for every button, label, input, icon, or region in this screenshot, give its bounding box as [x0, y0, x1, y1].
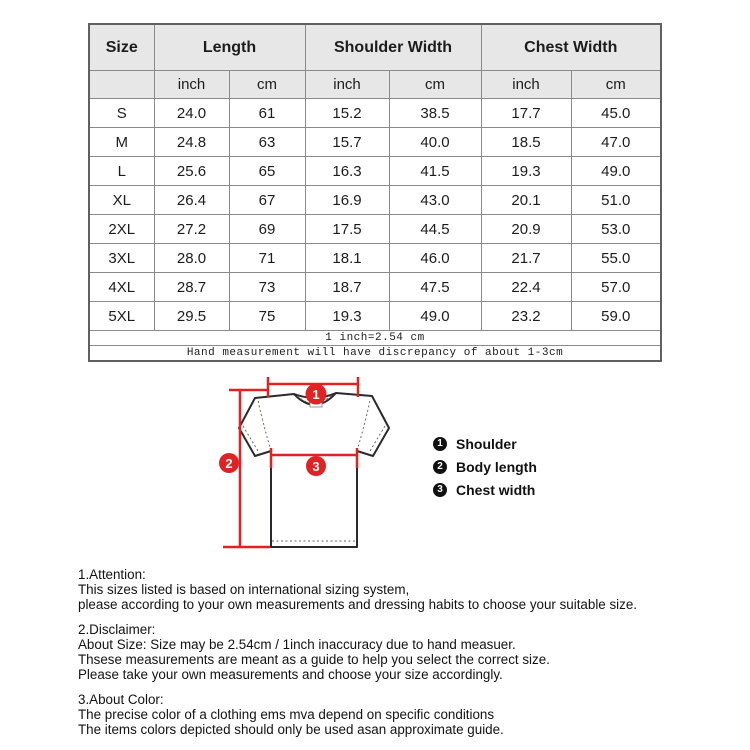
- col-header-length: Length: [154, 24, 305, 71]
- table-header-row: [89, 24, 661, 71]
- table-row-2xl: [89, 215, 661, 244]
- cell: 75: [229, 302, 305, 331]
- cell: 65: [229, 157, 305, 186]
- cell: 15.7: [305, 128, 389, 157]
- cell: 26.4: [154, 186, 229, 215]
- cell: 51.0: [571, 186, 661, 215]
- section-line: Thsese measurements are meant as a guide to help you select the correct size.: [78, 652, 550, 667]
- cell: 21.7: [481, 244, 571, 273]
- cell: 69: [229, 215, 305, 244]
- svg-text:3: 3: [312, 459, 320, 474]
- cell: 73: [229, 273, 305, 302]
- cell: 38.5: [389, 99, 481, 128]
- cell: 27.2: [154, 215, 229, 244]
- attention-section: [78, 567, 688, 612]
- circled-number-icon: 1: [433, 437, 447, 451]
- col-header-chest-width: Chest Width: [481, 24, 661, 71]
- cell: 59.0: [571, 302, 661, 331]
- cell: 18.1: [305, 244, 389, 273]
- size-label: 3XL: [89, 244, 154, 273]
- cell: 43.0: [389, 186, 481, 215]
- cell: 28.7: [154, 273, 229, 302]
- table-note-row-inch: [89, 331, 661, 346]
- cell: 25.6: [154, 157, 229, 186]
- section-line: Please take your own measurements and choose your size accordingly.: [78, 667, 503, 682]
- cell: 19.3: [305, 302, 389, 331]
- section-line: This sizes listed is based on international sizing system,: [78, 582, 410, 597]
- cell: 44.5: [389, 215, 481, 244]
- cell: 55.0: [571, 244, 661, 273]
- cell: 19.3: [481, 157, 571, 186]
- size-label: L: [89, 157, 154, 186]
- table-row-4xl: [89, 273, 661, 302]
- cell: 49.0: [571, 157, 661, 186]
- table-note-row-measurement: [89, 346, 661, 362]
- section-heading: 1.Attention:: [78, 567, 146, 582]
- cell: 24.0: [154, 99, 229, 128]
- table-row-xl: [89, 186, 661, 215]
- cell: 40.0: [389, 128, 481, 157]
- cell: 20.1: [481, 186, 571, 215]
- unit-header: cm: [571, 71, 661, 99]
- legend-label: Chest width: [456, 481, 536, 498]
- circled-number-icon: 2: [433, 460, 447, 474]
- legend-item-chest-width: [433, 482, 537, 497]
- unit-header: inch: [154, 71, 229, 99]
- unit-header: inch: [305, 71, 389, 99]
- cell: 47.5: [389, 273, 481, 302]
- section-line: please according to your own measurements and dressing habits to choose your suitable size.: [78, 597, 638, 612]
- unit-header: inch: [481, 71, 571, 99]
- section-line: The items colors depicted should only be used asan approximate guide.: [78, 722, 504, 737]
- cell: 15.2: [305, 99, 389, 128]
- cell: 18.7: [305, 273, 389, 302]
- cell: 47.0: [571, 128, 661, 157]
- hand-measurement-note: Hand measurement will have discrepancy of about 1-3cm: [89, 346, 661, 362]
- cell: 22.4: [481, 273, 571, 302]
- size-label: 4XL: [89, 273, 154, 302]
- disclaimer-section: [78, 622, 688, 682]
- size-chart-table: [88, 23, 662, 362]
- legend-label: Body length: [456, 458, 537, 475]
- tshirt-measurement-diagram: [200, 365, 420, 560]
- cell: 16.9: [305, 186, 389, 215]
- measurement-legend: [433, 436, 537, 505]
- cell: 53.0: [571, 215, 661, 244]
- size-label: 2XL: [89, 215, 154, 244]
- chest-marker-badge: [306, 456, 326, 476]
- cell: 17.5: [305, 215, 389, 244]
- table-row-s: [89, 99, 661, 128]
- section-line: About Size: Size may be 2.54cm / 1inch inaccuracy due to hand measuer.: [78, 637, 516, 652]
- size-label: S: [89, 99, 154, 128]
- size-label: M: [89, 128, 154, 157]
- size-label: 5XL: [89, 302, 154, 331]
- cell: 45.0: [571, 99, 661, 128]
- legend-item-body-length: [433, 459, 537, 474]
- section-line: The precise color of a clothing ems mva depend on specific conditions: [78, 707, 495, 722]
- unit-header-blank: [89, 71, 154, 99]
- cell: 49.0: [389, 302, 481, 331]
- shoulder-marker-badge: [306, 384, 327, 405]
- cell: 17.7: [481, 99, 571, 128]
- legend-label: Shoulder: [456, 435, 517, 452]
- body-length-marker-badge: [219, 453, 239, 473]
- cell: 67: [229, 186, 305, 215]
- cell: 18.5: [481, 128, 571, 157]
- cell: 23.2: [481, 302, 571, 331]
- table-row-5xl: [89, 302, 661, 331]
- about-color-section: [78, 692, 688, 737]
- cell: 29.5: [154, 302, 229, 331]
- col-header-size: Size: [89, 24, 154, 71]
- cell: 63: [229, 128, 305, 157]
- svg-text:1: 1: [312, 387, 320, 402]
- notes-block: [78, 567, 688, 747]
- legend-item-shoulder: [433, 436, 537, 451]
- cell: 16.3: [305, 157, 389, 186]
- svg-text:2: 2: [225, 456, 233, 471]
- cell: 24.8: [154, 128, 229, 157]
- cell: 41.5: [389, 157, 481, 186]
- cell: 71: [229, 244, 305, 273]
- section-heading: 3.About Color:: [78, 692, 164, 707]
- cell: 28.0: [154, 244, 229, 273]
- table-row-3xl: [89, 244, 661, 273]
- unit-header: cm: [389, 71, 481, 99]
- cell: 20.9: [481, 215, 571, 244]
- circled-number-icon: 3: [433, 483, 447, 497]
- table-row-l: [89, 157, 661, 186]
- unit-header: cm: [229, 71, 305, 99]
- inch-conversion-note: 1 inch=2.54 cm: [89, 331, 661, 346]
- cell: 46.0: [389, 244, 481, 273]
- table-unit-row: [89, 71, 661, 99]
- table-row-m: [89, 128, 661, 157]
- size-label: XL: [89, 186, 154, 215]
- col-header-shoulder-width: Shoulder Width: [305, 24, 481, 71]
- section-heading: 2.Disclaimer:: [78, 622, 156, 637]
- cell: 61: [229, 99, 305, 128]
- cell: 57.0: [571, 273, 661, 302]
